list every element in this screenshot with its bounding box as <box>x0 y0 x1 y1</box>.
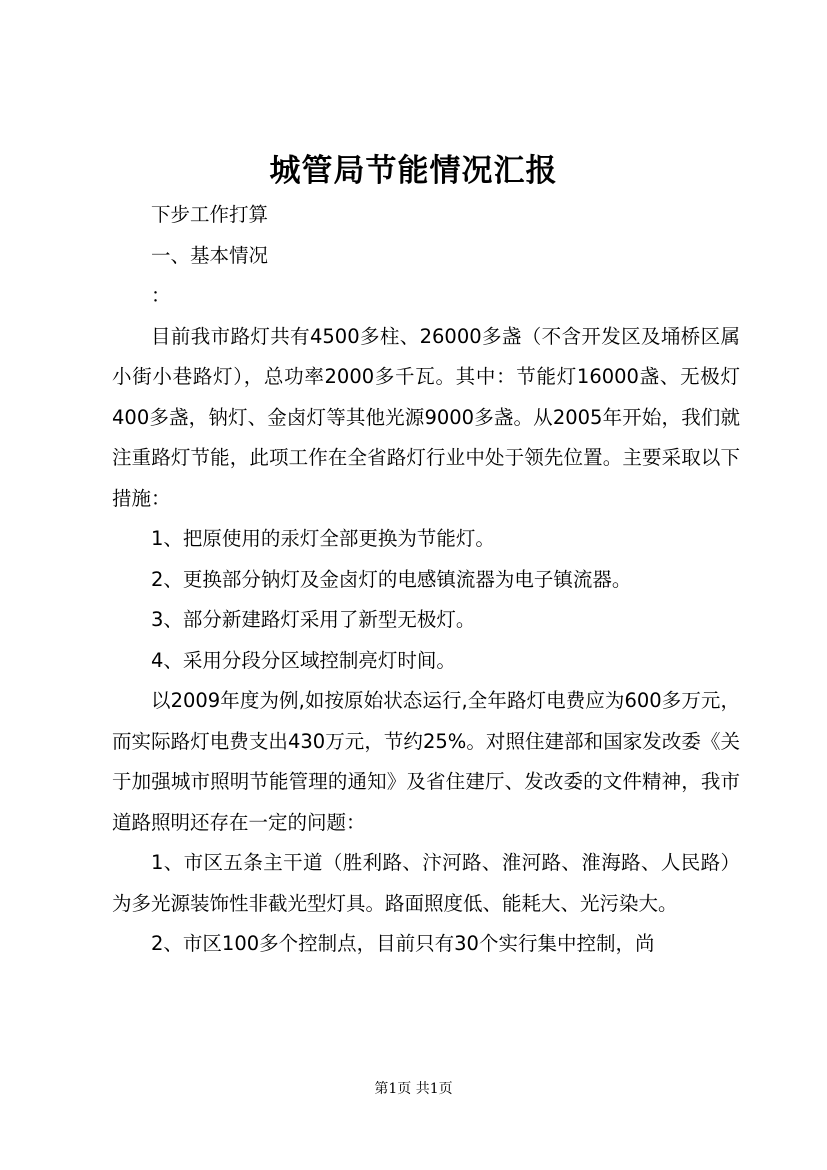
paragraph-measure-1: 1、把原使用的汞灯全部更换为节能灯。 <box>151 527 495 550</box>
paragraph-measure-3: 3、部分新建路灯采用了新型无极灯。 <box>151 608 476 631</box>
paragraph-problem-2: 2、市区100多个控制点，目前只有30个实行集中控制，尚 <box>151 932 655 955</box>
paragraph-measure-4: 4、采用分段分区域控制亮灯时间。 <box>151 648 456 672</box>
document-body <box>112 195 740 965</box>
paragraph-section-heading: 一、基本情况 <box>151 243 269 267</box>
paragraph-colon: ： <box>151 284 171 307</box>
page-footer: 第1页 共1页 <box>374 1081 453 1097</box>
paragraph-measure-2: 2、更换部分钠灯及金卤灯的电感镇流器为电子镇流器。 <box>151 567 632 591</box>
paragraph-problem-1: 1、市区五条主干道（胜利路、汴河路、淮河路、淮海路、人民路）为多光源装饰性非截光型灯具。路面照度低、能耗大、光污染大。 <box>112 851 740 915</box>
paragraph-next-steps: 下步工作打算 <box>151 203 269 226</box>
document-title: 城管局节能情况汇报 <box>269 153 558 189</box>
paragraph-2009-example: 以2009年度为例,如按原始状态运行,全年路灯电费应为600多万元，而实际路灯电费支出430万元，节约25%。对照住建部和国家发改委《关于加强城市照明节能管理的通知》及省住建厅、发改委的文件精神，我市道路照明还存在一定的问题： <box>112 689 740 834</box>
paragraph-overview: 目前我市路灯共有4500多柱、26000多盏（不含开发区及埇桥区属小街小巷路灯），总功率2000多千瓦。其中：节能灯16000盏、无极灯400多盏，钠灯、金卤灯等其他光源9000多盏。从2005年开始，我们就注重路灯节能，此项工作在全省路灯行业中处于领先位置。主要采取以下措施： <box>112 324 740 510</box>
